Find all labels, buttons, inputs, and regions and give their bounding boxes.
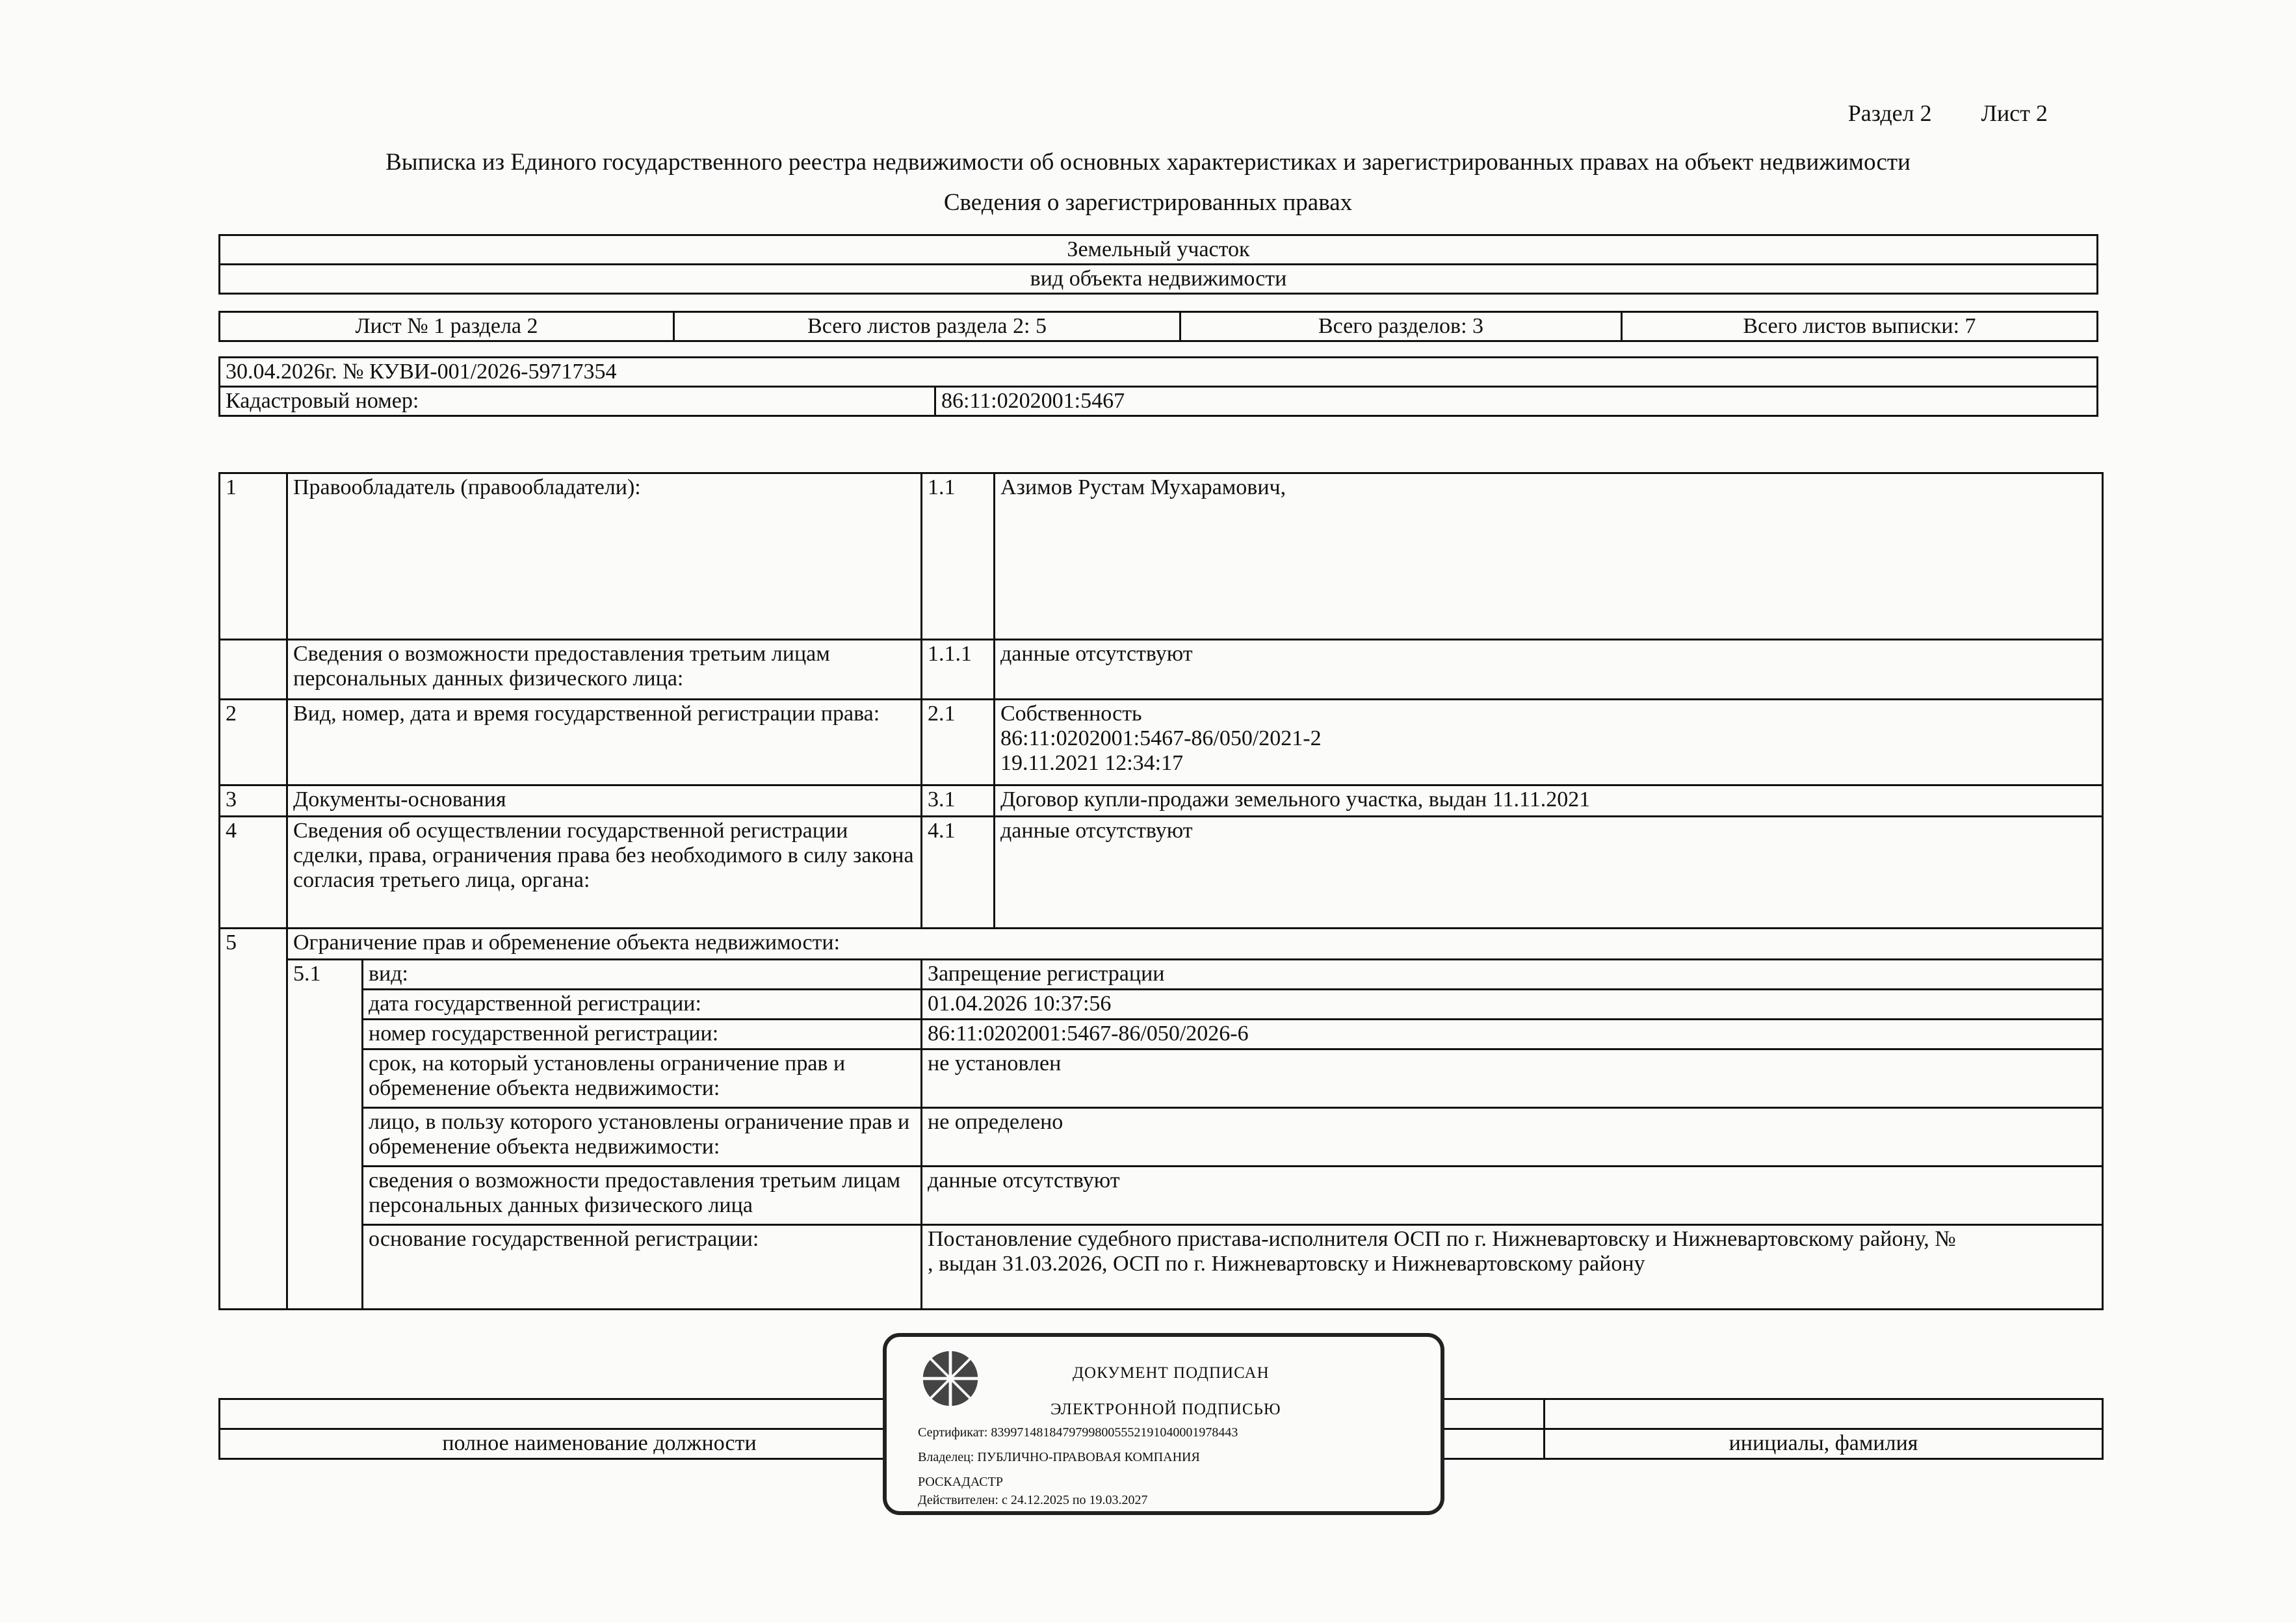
row-1-sub: 1.1 [922, 473, 995, 640]
stamp-owner2: РОСКАДАСТР [918, 1475, 1003, 1489]
stamp-valid: Действителен: с 24.12.2025 по 19.03.2027 [918, 1493, 1148, 1507]
row-4-number: 4 [220, 817, 287, 929]
row-1-number: 1 [220, 473, 287, 640]
total-sections: Всего разделов: 3 [1181, 312, 1622, 341]
row-4-value: данные отсутствуют [995, 817, 2103, 929]
row-3-sub: 3.1 [922, 785, 995, 817]
stamp-line1: ДОКУМЕНТ ПОДПИСАН [1073, 1364, 1270, 1382]
row-11-value: данные отсутствуют [995, 640, 2103, 700]
section-label: Раздел 2 [1847, 100, 1932, 126]
restriction-value: не установлен [922, 1049, 2103, 1108]
electronic-signature-stamp [883, 1333, 1444, 1515]
name-field [1545, 1399, 2103, 1429]
sheet-label: Лист 2 [1981, 100, 2048, 126]
name-caption: инициалы, фамилия [1545, 1429, 2103, 1459]
row-3-label: Документы-основания [287, 785, 922, 817]
restriction-value: 01.04.2026 10:37:56 [922, 990, 2103, 1020]
row-4-label: Сведения об осуществлении государственной регистрации сделки, права, ограничения права без необходимого в силу закона согласия третьего лица, органа: [287, 817, 922, 929]
restriction-label: основание государственной регистрации: [363, 1225, 922, 1310]
row-51-sub: 5.1 [287, 960, 363, 1310]
row-11-number [220, 640, 287, 700]
object-caption: вид объекта недвижимости [220, 265, 2098, 294]
restriction-label: вид: [363, 960, 922, 990]
row-1-value: Азимов Рустам Мухарамович, [995, 473, 2103, 640]
object-type-table [218, 234, 2098, 295]
row-1-label: Правообладатель (правообладатели): [287, 473, 922, 640]
restriction-value: данные отсутствуют [922, 1167, 2103, 1225]
restriction-value: Постановление судебного пристава-исполнителя ОСП по г. Нижневартовску и Нижневартовскому району, № , выдан 31.03.2026, ОСП по г. Нижневартовску и Нижневартовскому району [922, 1225, 2103, 1310]
row-11-label: Сведения о возможности предоставления третьим лицам персональных данных физического лица: [287, 640, 922, 700]
row-3-value: Договор купли-продажи земельного участка, выдан 11.11.2021 [995, 785, 2103, 817]
page-header [1799, 100, 2048, 126]
row-11-sub: 1.1.1 [922, 640, 995, 700]
sheets-table [218, 311, 2098, 342]
row-3-number: 3 [220, 785, 287, 817]
restriction-label: сведения о возможности предоставления третьим лицам персональных данных физического лица [363, 1167, 922, 1225]
document-subtitle: Сведения о зарегистрированных правах [943, 189, 1353, 216]
restriction-value: не определено [922, 1108, 2103, 1167]
stamp-owner: Владелец: ПУБЛИЧНО-ПРАВОВАЯ КОМПАНИЯ [918, 1450, 1200, 1464]
restriction-label: дата государственной регистрации: [363, 990, 922, 1020]
cadastral-value: 86:11:0202001:5467 [935, 387, 2098, 416]
row-2-label: Вид, номер, дата и время государственной регистрации права: [287, 700, 922, 785]
row-5-number: 5 [220, 929, 287, 1310]
restriction-value: 86:11:0202001:5467-86/050/2026-6 [922, 1020, 2103, 1049]
document-title: Выписка из Единого государственного реестра недвижимости об основных характеристиках и зарегистрированных правах на объект недвижимости [385, 149, 1911, 176]
right-reg-number: 86:11:0202001:5467-86/050/2021-2 [1000, 726, 1322, 750]
object-name: Земельный участок [220, 235, 2098, 265]
restriction-label: срок, на который установлены ограничение прав и обременение объекта недвижимости: [363, 1049, 922, 1108]
row-5-label: Ограничение прав и обременение объекта недвижимости: [287, 929, 2103, 960]
cadastral-label: Кадастровый номер: [220, 387, 935, 416]
total-section-sheets: Всего листов раздела 2: 5 [674, 312, 1181, 341]
stamp-line2: ЭЛЕКТРОННОЙ ПОДПИСЬЮ [1050, 1401, 1281, 1418]
restriction-label: номер государственной регистрации: [363, 1020, 922, 1049]
row-4-sub: 4.1 [922, 817, 995, 929]
row-2-sub: 2.1 [922, 700, 995, 785]
position-caption: полное наименование должности [220, 1429, 980, 1459]
doc-date-number: 30.04.2026г. № КУВИ-001/2026-59717354 [220, 358, 2098, 387]
restriction-value: Запрещение регистрации [922, 960, 2103, 990]
right-type: Собственность [1000, 702, 1142, 726]
doc-info-table [218, 356, 2098, 417]
position-field [220, 1399, 980, 1429]
emblem-icon [919, 1347, 982, 1410]
total-sheets: Всего листов выписки: 7 [1622, 312, 2098, 341]
restriction-label: лицо, в пользу которого установлены ограничение прав и обременение объекта недвижимости: [363, 1108, 922, 1167]
row-2-value [995, 700, 2103, 785]
right-reg-date: 19.11.2021 12:34:17 [1000, 751, 1184, 775]
rights-table [218, 472, 2210, 1310]
row-2-number: 2 [220, 700, 287, 785]
sheet-number: Лист № 1 раздела 2 [220, 312, 674, 341]
stamp-cert: Сертификат: 83997148184797998005552191040001978443 [918, 1425, 1238, 1440]
